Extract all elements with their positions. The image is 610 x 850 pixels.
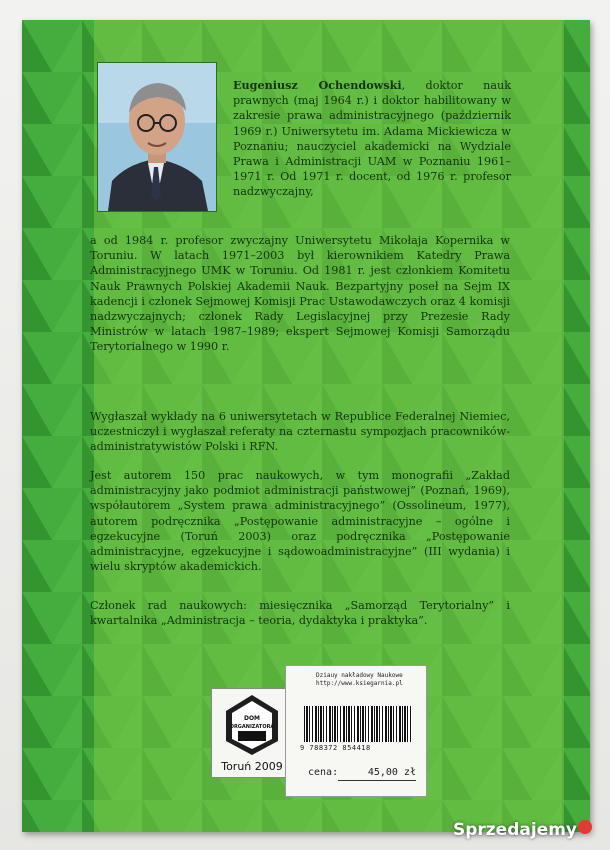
barcode [304,706,412,742]
author-portrait [97,62,217,212]
author-name: Eugeniusz Ochendowski [233,78,402,92]
watermark [453,820,592,840]
watermark-text: Sprzedajemy [452,820,577,840]
price-sticker [285,665,427,797]
watermark-badge-icon [578,820,592,834]
works-paragraph [90,468,510,574]
svg-text:ORGANIZATORA: ORGANIZATORA [229,724,275,730]
publisher-logo-box [211,688,293,778]
works-text: Jest autorem 150 prac naukowych, w tym monografii „Zakład administracyjny jako podmiot administracji państwowej” (Poznań, 1969), współautorem „System prawa administracyjnego” (Ossolineum, 1977), autorem podręcznika „Postępowanie administracyjne – ogólne i egzekucyjne (Toruń 2003) oraz podręcznika „Postępowanie administracyjne, egzekucyjne i sądowoadministracyjne” (III wydania) i wielu skryptów akademickich. [90,469,510,574]
lectures-paragraph [90,409,510,455]
svg-text:DOM: DOM [243,715,261,722]
price-label: cena: [308,767,339,778]
publisher-logo-icon [212,689,292,759]
price-value: 45,00 zł [367,767,416,778]
councils-paragraph [90,598,510,628]
author-bio-bottom [90,233,510,355]
author-bio-part1: , doktor nauk prawnych (maj 1964 r.) i doktor habilitowany w zakresie prawa administracyjnego (październik 1969 r.) Uniwersytetu im. Adama Mickiewicza w Poznaniu; nauczyciel akademicki na Wydziale Prawa i Administracji UAM w Poznaniu 1961–1971 r. Od 1971 r. docent, od 1976 r. profesor nadzwyczajny, [233,79,511,199]
councils-text: Członek rad naukowych: miesięcznika „Samorząd Terytorialny” i kwartalnika „Administracja – teoria, dydaktyka i praktyka”. [90,599,510,628]
lectures-text: Wygłaszał wykłady na 6 uniwersytetach w Republice Federalnej Niemiec, uczestniczył i wygłaszał referaty na czternastu sympozjach pracowników-administratywistów Polski i RFN. [90,410,510,454]
price-underline [338,780,416,781]
author-bio-top [233,78,511,200]
barcode-digits: 9 788372 854418 [300,744,371,752]
author-bio-part2: a od 1984 r. profesor zwyczajny Uniwersytetu Mikołaja Kopernika w Toruniu. W latach 1971–2003 był kierownikiem Katedry Prawa Administracyjnego UMK w Toruniu. Od 1981 r. jest członkiem Komitetu Nauk Prawnych Polskiej Akademii Nauk. Bezpartyjny poseł na Sejm IX kadencji i członek Sejmowej Komisji Prac Ustawodawczych oraz 4 komisji nadzwyczajnych; członek Rady Legislacyjnej przy Prezesie Rady Ministrów w latach 1987–1989; ekspert Sejmowej Komisji Samorządu Terytorialnego w 1990 r. [90,234,510,354]
sticker-shop-name: Dziauy nakładowy Naukowe [316,672,403,679]
sticker-shop-url: http://www.ksiegarnia.pl [316,680,403,687]
publisher-year: Toruń 2009 [221,760,283,773]
